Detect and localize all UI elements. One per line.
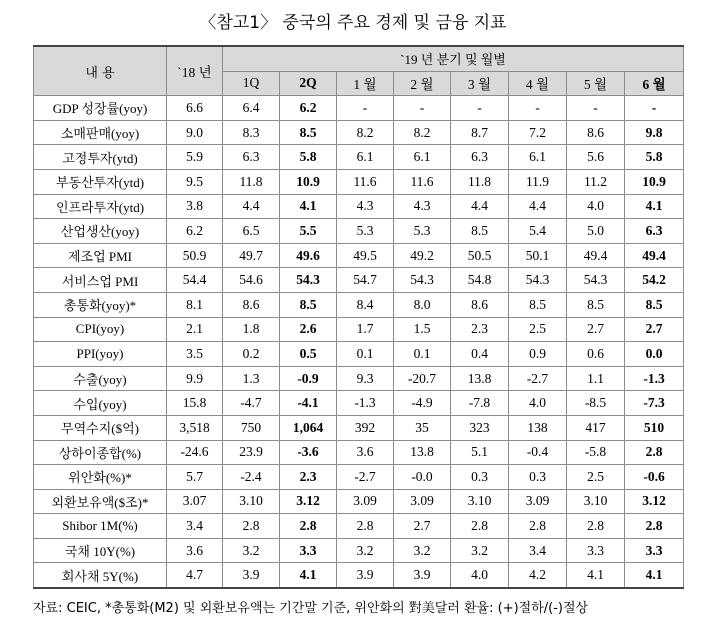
table-cell: 3.9: [337, 563, 394, 588]
table-cell: 15.8: [167, 391, 223, 416]
table-cell: 6.6: [167, 96, 223, 121]
table-cell: 49.4: [567, 243, 625, 268]
table-cell: 510: [625, 415, 684, 440]
table-cell: 0.4: [451, 342, 509, 367]
table-cell: 2.7: [567, 317, 625, 342]
table-cell: -4.9: [394, 391, 451, 416]
table-cell: 0.1: [337, 342, 394, 367]
table-cell: 5.8: [625, 145, 684, 170]
table-body: [34, 96, 684, 588]
table-cell: 2.8: [567, 514, 625, 539]
table-cell: 3.9: [223, 563, 280, 588]
row-label: 회사채 5Y(%): [34, 563, 167, 588]
table-cell: 3.2: [451, 538, 509, 563]
table-cell: 3.4: [167, 514, 223, 539]
table-cell: 54.3: [394, 268, 451, 293]
table-cell: -2.7: [337, 465, 394, 490]
table-cell: 323: [451, 415, 509, 440]
header-period-group: `19 년 분기 및 월별: [223, 46, 684, 71]
table-cell: 1.8: [223, 317, 280, 342]
table-cell: 1.1: [567, 366, 625, 391]
table-cell: 8.6: [451, 292, 509, 317]
row-label: 총통화(yoy)*: [34, 292, 167, 317]
table-cell: 6.1: [394, 145, 451, 170]
table-cell: 2.3: [280, 465, 337, 490]
table-cell: 3.10: [451, 489, 509, 514]
table-row: [34, 268, 684, 293]
table-cell: 2.5: [567, 465, 625, 490]
source-note: 자료: CEIC, *총통화(M2) 및 외환보유액는 기간말 기준, 위안화의 對美달러 환율: (+)절하/(-)절상: [33, 601, 589, 616]
table-cell: 5.5: [280, 219, 337, 244]
table-cell: 0.3: [509, 465, 567, 490]
table-cell: 8.6: [223, 292, 280, 317]
table-cell: 6.5: [223, 219, 280, 244]
table-cell: 49.6: [280, 243, 337, 268]
table-cell: 10.9: [625, 169, 684, 194]
table-cell: -0.0: [394, 465, 451, 490]
table-cell: 6.3: [451, 145, 509, 170]
table-cell: 5.9: [167, 145, 223, 170]
table-cell: 3.09: [394, 489, 451, 514]
table-cell: -0.6: [625, 465, 684, 490]
table-row: [34, 96, 684, 121]
table-cell: 3.3: [280, 538, 337, 563]
table-row: [34, 366, 684, 391]
table-cell: 1,064: [280, 415, 337, 440]
table-cell: 2.7: [625, 317, 684, 342]
table-cell: 49.7: [223, 243, 280, 268]
table-row: [34, 342, 684, 367]
table-cell: 3.10: [223, 489, 280, 514]
table-cell: 4.4: [509, 194, 567, 219]
row-label: 고정투자(ytd): [34, 145, 167, 170]
table-cell: 9.3: [337, 366, 394, 391]
table-cell: 0.1: [394, 342, 451, 367]
table-cell: -4.7: [223, 391, 280, 416]
table-cell: 2.1: [167, 317, 223, 342]
table-cell: 35: [394, 415, 451, 440]
table-cell: 3.4: [509, 538, 567, 563]
table-row: [34, 317, 684, 342]
table-cell: 3.8: [167, 194, 223, 219]
table-cell: 3.12: [280, 489, 337, 514]
row-label: 수출(yoy): [34, 366, 167, 391]
table-row: [34, 563, 684, 588]
table-cell: 7.2: [509, 120, 567, 145]
table-row: [34, 194, 684, 219]
table-title: 〈참고1〉 중국의 주요 경제 및 금융 지표: [199, 13, 507, 33]
table-cell: 8.5: [280, 292, 337, 317]
table-cell: 6.1: [337, 145, 394, 170]
table-cell: -0.4: [509, 440, 567, 465]
table-cell: 4.0: [509, 391, 567, 416]
table-cell: -: [509, 96, 567, 121]
table-cell: 9.8: [625, 120, 684, 145]
row-label: 부동산투자(ytd): [34, 169, 167, 194]
row-label: 소매판매(yoy): [34, 120, 167, 145]
table-cell: 5.3: [394, 219, 451, 244]
table-cell: 54.8: [451, 268, 509, 293]
table-cell: 49.2: [394, 243, 451, 268]
header-period: 5 월: [567, 71, 625, 96]
table-cell: 2.3: [451, 317, 509, 342]
table-cell: 3.09: [509, 489, 567, 514]
table-cell: -20.7: [394, 366, 451, 391]
table-cell: 6.1: [509, 145, 567, 170]
table-cell: 0.0: [625, 342, 684, 367]
table-row: [34, 415, 684, 440]
table-cell: 2.8: [509, 514, 567, 539]
table-cell: -24.6: [167, 440, 223, 465]
table-cell: 2.8: [451, 514, 509, 539]
table-row: [34, 465, 684, 490]
header-period: 2Q: [280, 71, 337, 96]
table-cell: 2.8: [625, 440, 684, 465]
table-row: [34, 292, 684, 317]
table-cell: 11.8: [223, 169, 280, 194]
table-cell: 5.6: [567, 145, 625, 170]
row-label: 외환보유액($조)*: [34, 489, 167, 514]
table-cell: 3.9: [394, 563, 451, 588]
table-cell: 0.2: [223, 342, 280, 367]
header-period: 6 월: [625, 71, 684, 96]
header-year-column: `18 년: [167, 46, 223, 96]
table-cell: 9.5: [167, 169, 223, 194]
table-cell: 3.2: [394, 538, 451, 563]
table-cell: 4.4: [451, 194, 509, 219]
table-cell: 8.5: [625, 292, 684, 317]
table-cell: 8.0: [394, 292, 451, 317]
table-cell: 50.5: [451, 243, 509, 268]
table-cell: 49.5: [337, 243, 394, 268]
table-cell: 2.8: [337, 514, 394, 539]
table-cell: 8.5: [509, 292, 567, 317]
row-label: PPI(yoy): [34, 342, 167, 367]
table-cell: 3.07: [167, 489, 223, 514]
table-cell: 4.1: [625, 563, 684, 588]
table-cell: 750: [223, 415, 280, 440]
header-period: 1Q: [223, 71, 280, 96]
table-cell: 3.10: [567, 489, 625, 514]
table-cell: 11.9: [509, 169, 567, 194]
table-cell: 4.1: [280, 563, 337, 588]
table-cell: 54.7: [337, 268, 394, 293]
table-cell: 0.3: [451, 465, 509, 490]
table-cell: 11.6: [394, 169, 451, 194]
table-cell: 5.1: [451, 440, 509, 465]
table-cell: 3.3: [567, 538, 625, 563]
table-row: [34, 489, 684, 514]
table-cell: 5.3: [337, 219, 394, 244]
table-cell: -7.8: [451, 391, 509, 416]
table-cell: 4.3: [337, 194, 394, 219]
table-cell: 49.4: [625, 243, 684, 268]
table-cell: 1.5: [394, 317, 451, 342]
table-cell: 50.1: [509, 243, 567, 268]
table-cell: -2.7: [509, 366, 567, 391]
table-cell: 2.5: [509, 317, 567, 342]
row-label: 위안화(%)*: [34, 465, 167, 490]
table-row: [34, 120, 684, 145]
table-cell: 4.0: [567, 194, 625, 219]
table-row: [34, 169, 684, 194]
header-period: 3 월: [451, 71, 509, 96]
table-cell: 6.3: [223, 145, 280, 170]
table-cell: 13.8: [451, 366, 509, 391]
table-row: [34, 538, 684, 563]
table-cell: 8.7: [451, 120, 509, 145]
table-cell: 8.5: [451, 219, 509, 244]
table-cell: 54.4: [167, 268, 223, 293]
table-cell: 6.3: [625, 219, 684, 244]
table-cell: -3.6: [280, 440, 337, 465]
table-cell: 4.1: [280, 194, 337, 219]
table-cell: 6.2: [280, 96, 337, 121]
table-cell: 4.1: [625, 194, 684, 219]
header-period: 1 월: [337, 71, 394, 96]
table-cell: 0.6: [567, 342, 625, 367]
table-cell: -: [451, 96, 509, 121]
table-cell: 5.8: [280, 145, 337, 170]
table-cell: 8.3: [223, 120, 280, 145]
table-cell: 50.9: [167, 243, 223, 268]
table-cell: 5.0: [567, 219, 625, 244]
table-cell: 23.9: [223, 440, 280, 465]
table-cell: 13.8: [394, 440, 451, 465]
table-row: [34, 440, 684, 465]
table-cell: 5.7: [167, 465, 223, 490]
table-cell: 8.2: [394, 120, 451, 145]
table-cell: 1.7: [337, 317, 394, 342]
row-label: 산업생산(yoy): [34, 219, 167, 244]
table-cell: 4.2: [509, 563, 567, 588]
table-cell: 9.0: [167, 120, 223, 145]
table-cell: 4.1: [567, 563, 625, 588]
table-row: [34, 391, 684, 416]
row-label: 수입(yoy): [34, 391, 167, 416]
table-cell: 11.8: [451, 169, 509, 194]
table-cell: -: [567, 96, 625, 121]
table-cell: 8.5: [567, 292, 625, 317]
table-cell: 0.5: [280, 342, 337, 367]
table-cell: 8.5: [280, 120, 337, 145]
table-cell: 3.09: [337, 489, 394, 514]
table-cell: 3.6: [167, 538, 223, 563]
table-cell: -: [394, 96, 451, 121]
table-cell: 8.4: [337, 292, 394, 317]
indicator-table: [33, 45, 684, 589]
table-cell: 3.6: [337, 440, 394, 465]
table-cell: -: [337, 96, 394, 121]
table-cell: -1.3: [625, 366, 684, 391]
row-label: CPI(yoy): [34, 317, 167, 342]
table-cell: -7.3: [625, 391, 684, 416]
header-row-top: [34, 46, 684, 71]
table-cell: 54.3: [567, 268, 625, 293]
table-cell: 2.8: [223, 514, 280, 539]
table-cell: 8.2: [337, 120, 394, 145]
table-cell: 8.1: [167, 292, 223, 317]
table-cell: -0.9: [280, 366, 337, 391]
table-cell: 6.4: [223, 96, 280, 121]
table-cell: 54.3: [509, 268, 567, 293]
table-cell: 11.6: [337, 169, 394, 194]
table-cell: 4.4: [223, 194, 280, 219]
table-cell: 3.2: [223, 538, 280, 563]
row-label: 무역수지($억): [34, 415, 167, 440]
table-cell: 417: [567, 415, 625, 440]
table-cell: -: [625, 96, 684, 121]
row-label: 상하이종합(%): [34, 440, 167, 465]
table-cell: 2.6: [280, 317, 337, 342]
table-cell: -1.3: [337, 391, 394, 416]
table-cell: 2.8: [625, 514, 684, 539]
table-cell: 6.2: [167, 219, 223, 244]
table-cell: 8.6: [567, 120, 625, 145]
table-cell: 11.2: [567, 169, 625, 194]
table-cell: -5.8: [567, 440, 625, 465]
table-row: [34, 145, 684, 170]
table-cell: 2.7: [394, 514, 451, 539]
header-label-column: 내 용: [34, 46, 167, 96]
row-label: 서비스업 PMI: [34, 268, 167, 293]
table-cell: 54.2: [625, 268, 684, 293]
table-cell: 54.3: [280, 268, 337, 293]
table-cell: 3.2: [337, 538, 394, 563]
table-row: [34, 219, 684, 244]
table-cell: -8.5: [567, 391, 625, 416]
table-row: [34, 243, 684, 268]
table-cell: 138: [509, 415, 567, 440]
row-label: Shibor 1M(%): [34, 514, 167, 539]
table-cell: 4.0: [451, 563, 509, 588]
table-cell: 0.9: [509, 342, 567, 367]
table-cell: -2.4: [223, 465, 280, 490]
row-label: 제조업 PMI: [34, 243, 167, 268]
table-cell: 54.6: [223, 268, 280, 293]
table-cell: 4.7: [167, 563, 223, 588]
row-label: 인프라투자(ytd): [34, 194, 167, 219]
table-row: [34, 514, 684, 539]
table-cell: 4.3: [394, 194, 451, 219]
table-cell: 10.9: [280, 169, 337, 194]
table-cell: 3,518: [167, 415, 223, 440]
header-period: 4 월: [509, 71, 567, 96]
table-cell: 9.9: [167, 366, 223, 391]
table-cell: -4.1: [280, 391, 337, 416]
table-cell: 3.3: [625, 538, 684, 563]
row-label: 국채 10Y(%): [34, 538, 167, 563]
row-label: GDP 성장률(yoy): [34, 96, 167, 121]
table-cell: 5.4: [509, 219, 567, 244]
table-cell: 3.5: [167, 342, 223, 367]
table-cell: 1.3: [223, 366, 280, 391]
table-cell: 392: [337, 415, 394, 440]
header-period: 2 월: [394, 71, 451, 96]
table-cell: 3.12: [625, 489, 684, 514]
table-cell: 2.8: [280, 514, 337, 539]
